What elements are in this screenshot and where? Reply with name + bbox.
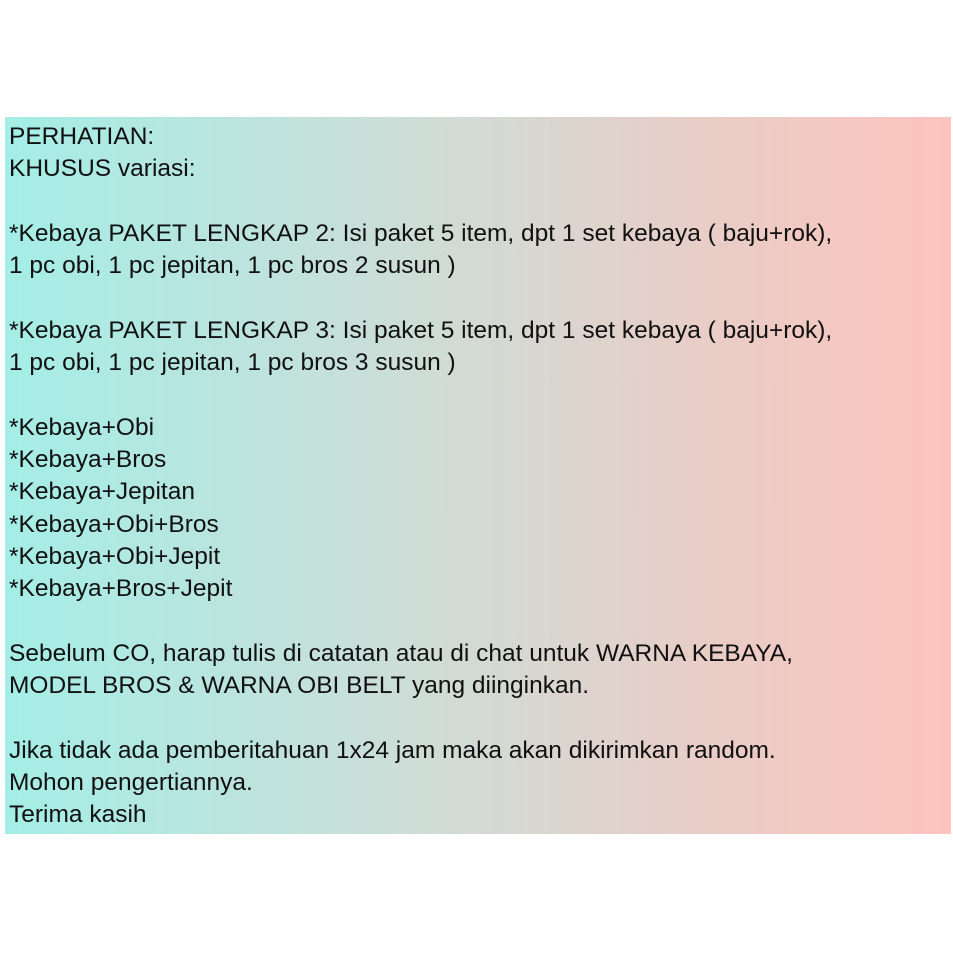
notice-line xyxy=(9,186,832,218)
notice-text xyxy=(9,121,832,832)
notice-line: *Kebaya+Bros xyxy=(9,445,167,473)
notice-line: *Kebaya PAKET LENGKAP 2: Isi paket 5 item, dpt 1 set kebaya ( baju+rok), xyxy=(9,219,833,247)
notice-line: *Kebaya+Obi xyxy=(9,413,155,441)
notice-line: Mohon pengertiannya. xyxy=(9,768,253,796)
notice-line: MODEL BROS & WARNA OBI BELT yang diinginkan. xyxy=(9,672,590,700)
notice-line: 1 pc obi, 1 pc jepitan, 1 pc bros 2 susun ) xyxy=(9,252,456,280)
notice-line: Sebelum CO, harap tulis di catatan atau di chat untuk WARNA KEBAYA, xyxy=(9,639,793,667)
notice-line: PERHATIAN: xyxy=(9,123,155,150)
notice-line: *Kebaya+Bros+Jepit xyxy=(9,575,233,603)
notice-line: *Kebaya PAKET LENGKAP 3: Isi paket 5 item, dpt 1 set kebaya ( baju+rok), xyxy=(9,316,833,344)
notice-line xyxy=(9,605,832,637)
notice-line: *Kebaya+Jepitan xyxy=(9,478,195,506)
notice-line xyxy=(9,282,832,314)
notice-line: Jika tidak ada pemberitahuan 1x24 jam maka akan dikirimkan random. xyxy=(9,736,776,764)
notice-panel xyxy=(5,117,951,834)
notice-line: KHUSUS variasi: xyxy=(9,155,196,183)
notice-line: *Kebaya+Obi+Jepit xyxy=(9,542,221,570)
notice-line: 1 pc obi, 1 pc jepitan, 1 pc bros 3 susun ) xyxy=(9,349,456,377)
notice-line xyxy=(9,702,832,734)
notice-line: Terima kasih xyxy=(9,801,147,829)
notice-line: *Kebaya+Obi+Bros xyxy=(9,510,219,538)
notice-line xyxy=(9,379,832,411)
